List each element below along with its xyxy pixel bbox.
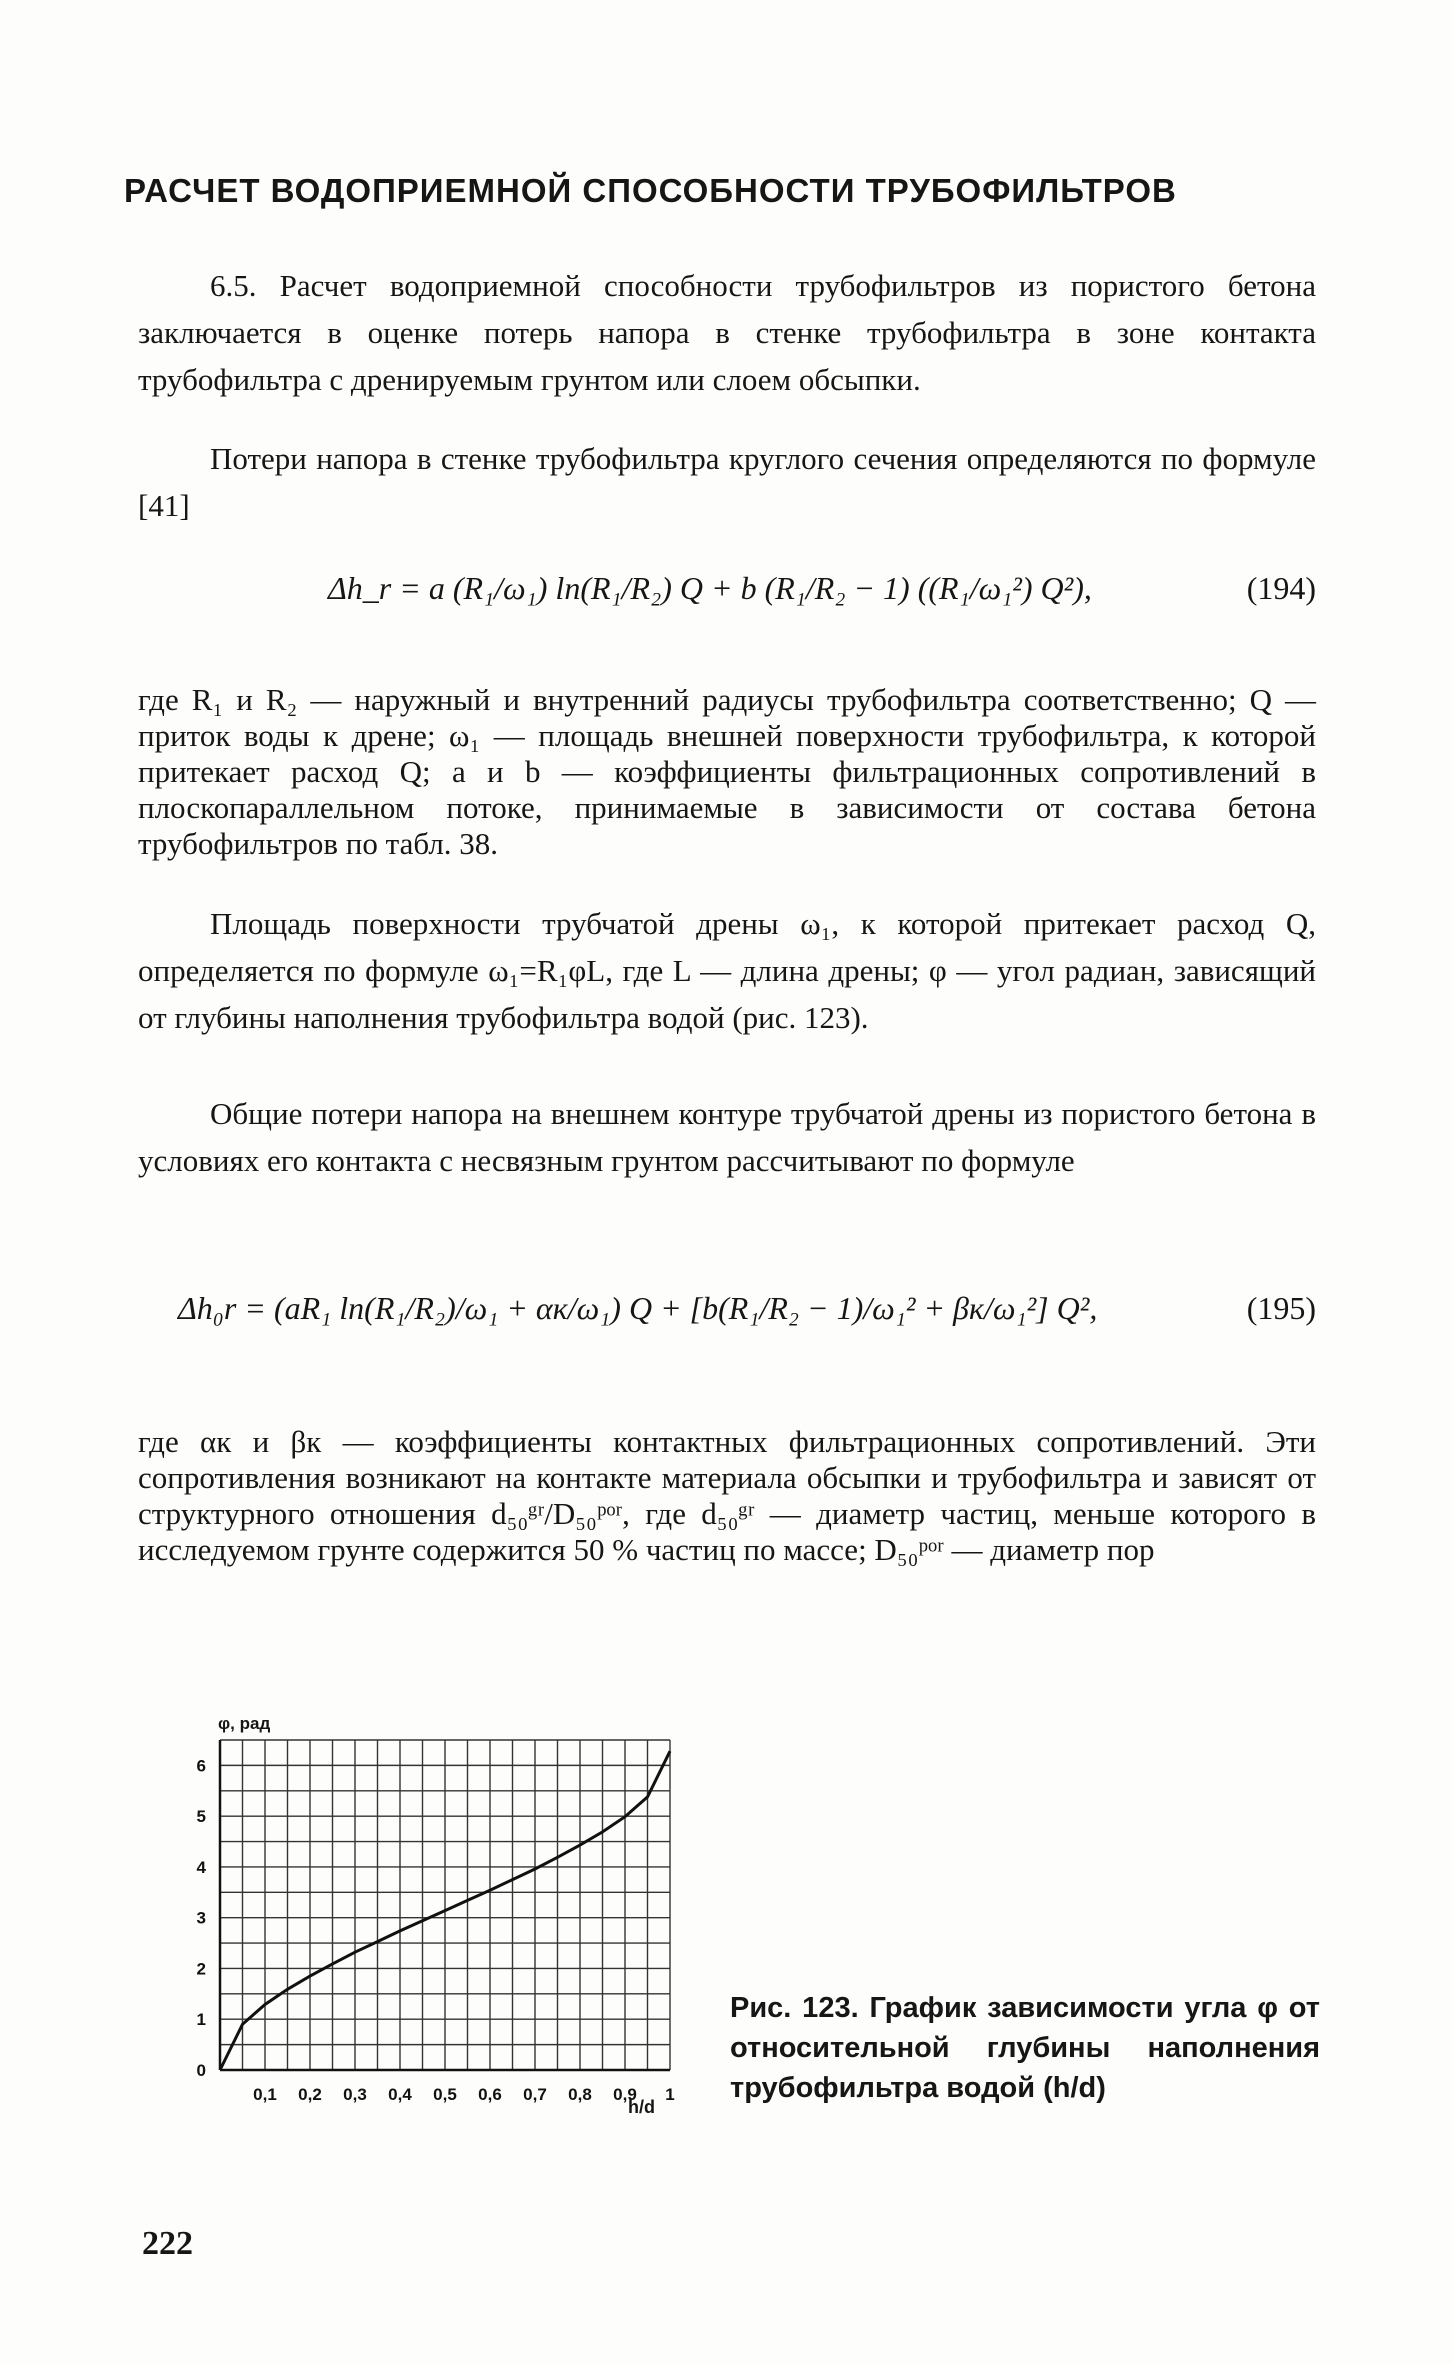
x-tick-label: 0,7 — [523, 2085, 547, 2104]
paragraph-6-5: 6.5. Расчет водоприемной способности трубофильтров из пористого бетона заключается в оценке потерь напора в стенке трубофильтра в зоне контакта трубофильтра с дренируемым грунтом или слоем обсыпки. — [138, 268, 1316, 397]
y-tick-label: 4 — [196, 1857, 206, 1877]
x-tick-label: 0,6 — [478, 2085, 502, 2104]
figure-caption: Рис. 123. График зависимости угла φ от относительной глубины наполнения трубофильтра водой (h/d) — [730, 1992, 1320, 2104]
chart-y-axis-title: φ, рад — [218, 1714, 271, 1733]
x-tick-label: 0,5 — [433, 2085, 457, 2104]
y-tick-label: 3 — [196, 1908, 206, 1928]
page-number: 222 — [142, 2225, 193, 2262]
x-tick-label: 0,8 — [568, 2085, 592, 2104]
chart-grid — [220, 1740, 670, 2070]
y-tick-label: 2 — [196, 1959, 206, 1979]
formula-194-number: (194) — [1246, 570, 1316, 606]
section-heading: РАСЧЕТ ВОДОПРИЕМНОЙ СПОСОБНОСТИ ТРУБОФИЛЬТРОВ — [124, 172, 1177, 209]
phi-vs-depth-chart — [170, 1730, 690, 2130]
formula-195-body: Δh₀r = (aR₁ ln(R₁/R₂)/ω₁ + αк/ω₁) Q + [b(R₁/R₂ − 1)/ω₁² + βк/ω₁²] Q², — [178, 1290, 1098, 1326]
y-tick-label: 5 — [196, 1807, 206, 1827]
paragraph-where-r1-r2: где R₁ и R₂ — наружный и внутренний радиусы трубофильтра соответственно; Q — приток воды к дрене; ω₁ — площадь внешней поверхности трубофильтра, к которой притекает расход Q; a и b — коэффициенты фильтрационных сопротивлений в плоскопараллельном потоке, принимаемые в зависимости от состава бетона трубофильтров по табл. 38. — [138, 682, 1316, 861]
x-tick-label: 0,3 — [343, 2085, 367, 2104]
formula-194-body: Δh_r = a (R₁/ω₁) ln(R₁/R₂) Q + b (R₁/R₂ − 1) ((R₁/ω₁²) Q²), — [328, 570, 1092, 606]
x-tick-label: 0,2 — [298, 2085, 322, 2104]
formula-195-number: (195) — [1246, 1290, 1316, 1326]
x-tick-label: 0,4 — [388, 2085, 412, 2104]
chart-x-axis-title: h/d — [628, 2097, 655, 2117]
paragraph-contact-coefficients: где αк и βк — коэффициенты контактных фильтрационных сопротивлений. Эти сопротивления возникают на контакте материала обсыпки и трубофильтра и зависят от структурного отношения d₅₀ᵍʳ/D₅₀ᵖᵒʳ, где d₅₀ᵍʳ — диаметр частиц, меньше которого в исследуемом грунте содержится 50 % частиц по массе; D₅₀ᵖᵒʳ — диаметр пор — [138, 1424, 1316, 1567]
y-tick-label: 0 — [196, 2061, 206, 2080]
formula-195 — [138, 1240, 1316, 1390]
x-tick-label: 0,1 — [253, 2085, 277, 2104]
paragraph-head-loss: Потери напора в стенке трубофильтра круглого сечения определяются по формуле [41] — [138, 441, 1316, 523]
x-tick-label: 1 — [665, 2085, 675, 2104]
x-tick-label: 0,9 — [613, 2085, 637, 2104]
paragraph-surface-area: Площадь поверхности трубчатой дрены ω₁, к которой притекает расход Q, определяется по формуле ω₁=R₁φL, где L — длина дрены; φ — угол радиан, зависящий от глубины наполнения трубофильтра водой (рис. 123). — [138, 906, 1316, 1035]
formula-194 — [138, 556, 1316, 636]
y-tick-label: 1 — [196, 2010, 206, 2030]
paragraph-total-loss: Общие потери напора на внешнем контуре трубчатой дрены из пористого бетона в условиях его контакта с несвязным грунтом рассчитывают по формуле — [138, 1096, 1316, 1178]
y-tick-label: 6 — [196, 1756, 206, 1776]
